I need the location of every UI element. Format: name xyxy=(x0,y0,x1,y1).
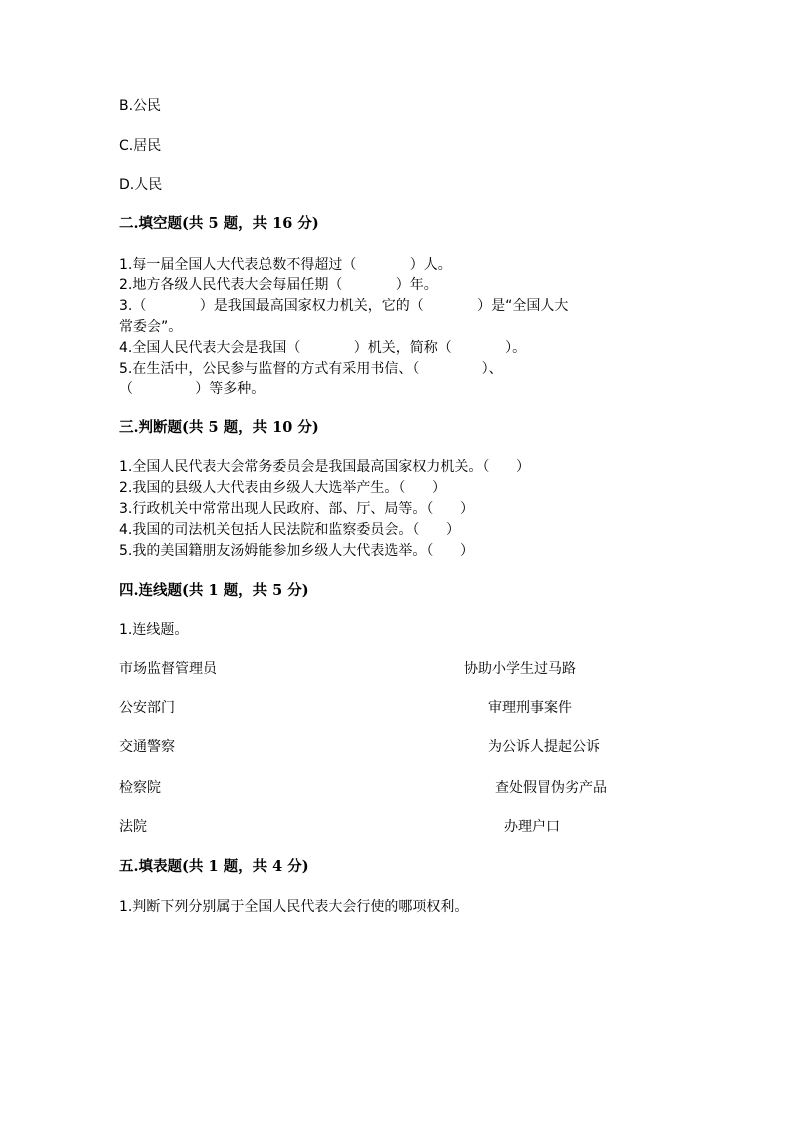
s5-q1: 1.判断下列分别属于全国人民代表大会行使的哪项权利。 xyxy=(119,899,469,915)
match-right-4: 查处假冒伪劣产品 xyxy=(495,780,607,796)
option-d: D.人民 xyxy=(119,177,163,193)
s3-q4: 4.我国的司法机关包括人民法院和监察委员会。（ ） xyxy=(119,522,461,538)
s3-q2: 2.我国的县级人大代表由乡级人大选举产生。（ ） xyxy=(119,480,447,496)
s3-q3: 3.行政机关中常常出现人民政府、部、厅、局等。（ ） xyxy=(119,501,475,517)
match-right-2: 审理刑事案件 xyxy=(488,700,572,716)
s3-q5: 5.我的美国籍朋友汤姆能参加乡级人大代表选举。（ ） xyxy=(119,543,475,559)
option-c: C.居民 xyxy=(119,138,162,154)
match-left-1: 市场监督管理员 xyxy=(119,661,217,677)
section2-heading: 二.填空题(共 5 题，共 16 分) xyxy=(119,215,319,232)
s2-q5b: （ ）等多种。 xyxy=(119,381,266,397)
match-left-3: 交通警察 xyxy=(119,739,175,755)
section3-heading: 三.判断题(共 5 题，共 10 分) xyxy=(119,419,319,436)
s2-q3a: 3.（ ）是我国最高国家权力机关，它的（ ）是“全国人大 xyxy=(119,298,569,314)
match-right-5: 办理户口 xyxy=(504,819,560,835)
match-right-1: 协助小学生过马路 xyxy=(464,661,576,677)
section4-heading: 四.连线题(共 1 题，共 5 分) xyxy=(119,582,309,599)
match-left-4: 检察院 xyxy=(119,780,161,796)
match-left-2: 公安部门 xyxy=(119,700,175,716)
s2-q1: 1.每一届全国人大代表总数不得超过（ ）人。 xyxy=(119,257,452,273)
option-b: B.公民 xyxy=(119,98,162,114)
s3-q1: 1.全国人民代表大会常务委员会是我国最高国家权力机关。（ ） xyxy=(119,459,531,475)
s2-q3b: 常委会”。 xyxy=(119,319,183,335)
s2-q2: 2.地方各级人民代表大会每届任期（ ）年。 xyxy=(119,277,438,293)
s2-q5a: 5.在生活中，公民参与监督的方式有采用书信、（ ）、 xyxy=(119,361,503,377)
section5-heading: 五.填表题(共 1 题，共 4 分) xyxy=(119,858,309,875)
s4-q1: 1.连线题。 xyxy=(119,622,189,638)
s2-q4: 4.全国人民代表大会是我国（ ）机关，简称（ ）。 xyxy=(119,340,527,356)
match-right-3: 为公诉人提起公诉 xyxy=(488,739,600,755)
match-left-5: 法院 xyxy=(119,819,147,835)
